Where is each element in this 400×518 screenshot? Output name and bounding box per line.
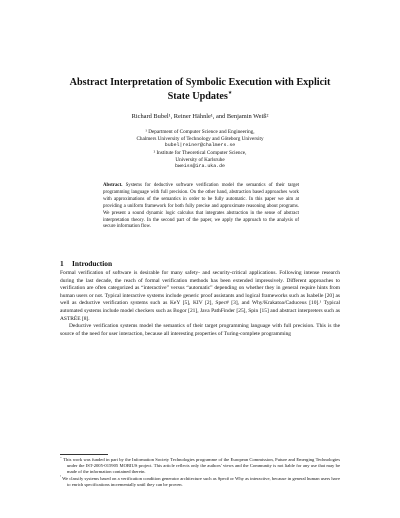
section-number: 1 — [60, 259, 64, 268]
footnote-1-text: This work was funded in part by the Information Society Technologies programme of the European Commission, Future and Emerging Technologies under the IST-2005-015905 MOBIUS project. This article reflects only the authors' views and the Community is not liable for any use that may be made of the information contained therein. — [63, 457, 340, 475]
title-footnote-mark: ⋆ — [227, 88, 233, 97]
affiliation-1-line-2: Chalmers University of Technology and Göteborg University — [136, 135, 264, 142]
footnote-2-text: We classify systems based on a verification condition generator architecture such as Spec# or Why as interactive, because in general human users have to enrich specifications incrementally until they can be proven. — [62, 475, 340, 487]
affiliation-1-line-1: ¹ Department of Computer Science and Engineering, — [145, 129, 255, 135]
affiliation-2-line-2: University of Karlsruhe — [175, 156, 225, 163]
author-list: Richard Bubel¹, Reiner Hähnle¹, and Benjamin Weiß² — [131, 113, 269, 120]
section-title: Introduction — [72, 259, 113, 268]
affiliation-2-line-1: ² Institute for Theoretical Computer Science, — [153, 149, 247, 156]
footnote-2-mark: ¹ — [60, 474, 61, 479]
abstract-label: Abstract. — [103, 183, 123, 188]
abstract-text: Systems for deductive software verification model the semantics of their target programming language with full precision. On the other hand, abstraction based approaches work with approximations of the semantics in order to be fully automatic. In this paper we aim at providing a uniform framework for both fully precise and approximate reasoning about programs. We present a sound dynamic logic calculus that integrates abstraction in the sense of abstract interpretation theory. In the second part of the paper, we apply the approach to the analysis of secure information flow. — [103, 183, 299, 230]
footnote-2 — [60, 476, 340, 488]
affiliation-2-email: bweiss@ira.uka.de — [175, 163, 225, 169]
section-heading — [60, 259, 340, 268]
body-paragraph-1: Formal verification of software is desirable for many safety- and security-critical applications. Following intense research during the last decade, the reach of formal verification methods has been extended impressively. Different approaches to verification are often categorized as “interactive” versus “automatic” depending on whether they in general require hints from human users or not. Typical interactive systems include generic proof assistants and logical frameworks such as Isabelle [20] as well as deductive verification systems such as KeY [5], KIV [2], Spec# [3], and Why/Krakatoa/Caduceus [10].¹ Typical automated systems include model checkers such as Bogor [21], Java PathFinder [25], Spin [15] and abstract interpreters such as ASTRÉE [8]. — [60, 270, 340, 322]
paper-title — [60, 76, 340, 104]
abstract — [103, 183, 299, 231]
title-text: Abstract Interpretation of Symbolic Execution with Explicit State Updates — [69, 77, 331, 102]
affiliations — [60, 129, 340, 170]
footnote-1 — [60, 457, 340, 475]
body-paragraph-2: Deductive verification systems model the semantics of their target programming language with full precision. This is the source of the need for user interaction, because all interesting properties of Turing-complete programming — [60, 323, 340, 337]
section-body — [60, 270, 340, 338]
affiliation-1-email: bubel|reiner@chalmers.se — [164, 142, 236, 148]
footnote-1-mark: ⋆ — [60, 455, 63, 460]
footnotes — [60, 457, 340, 489]
footnote-divider — [60, 454, 108, 455]
